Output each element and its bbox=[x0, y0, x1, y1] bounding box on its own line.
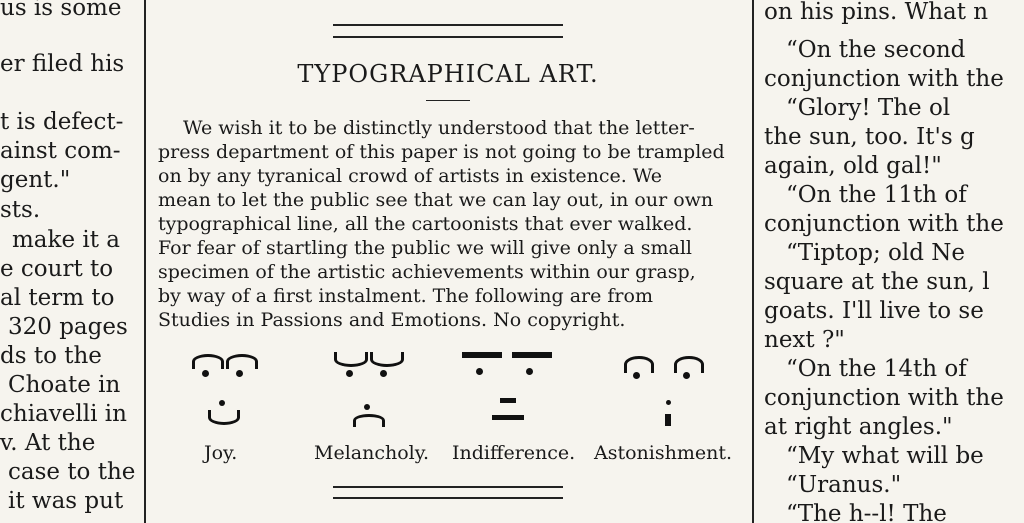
astonishment-mouth bbox=[665, 414, 671, 426]
right-line: goats. I'll live to se bbox=[764, 298, 984, 324]
astonishment-right-brow bbox=[674, 356, 704, 373]
bottom-double-rule bbox=[333, 497, 563, 499]
top-double-rule bbox=[333, 36, 563, 38]
right-line: again, old gal!" bbox=[764, 153, 942, 179]
paragraph-line: typographical line, all the cartoonists that ever walked. bbox=[158, 213, 693, 235]
melancholy-face-icon bbox=[326, 348, 426, 438]
astonishment-face-icon bbox=[622, 348, 722, 438]
joy-left-brow bbox=[192, 354, 224, 369]
left-column bbox=[0, 0, 142, 523]
joy-nose bbox=[219, 400, 225, 406]
left-line: case to the bbox=[8, 459, 136, 485]
melancholy-mouth bbox=[353, 414, 385, 427]
left-line: Choate in bbox=[8, 372, 121, 398]
right-line: square at the sun, l bbox=[764, 269, 990, 295]
astonishment-left-eye bbox=[633, 372, 640, 379]
paragraph-line: press department of this paper is not going to be trampled bbox=[158, 141, 725, 163]
top-double-rule bbox=[333, 24, 563, 26]
right-line: on his pins. What n bbox=[764, 0, 989, 25]
right-line: “The h--l! The bbox=[786, 501, 947, 523]
left-line: us is some bbox=[0, 0, 122, 21]
astonishment-right-eye bbox=[683, 372, 690, 379]
indifference-face-icon bbox=[460, 348, 560, 438]
left-line: sts. bbox=[0, 197, 41, 223]
paragraph-line: specimen of the artistic achievements within our grasp, bbox=[158, 261, 696, 283]
left-line: t is defect- bbox=[0, 109, 124, 135]
right-line: “Tiptop; old Ne bbox=[786, 240, 966, 266]
indifference-left-brow bbox=[462, 352, 502, 358]
left-line: 320 pages bbox=[8, 314, 128, 340]
right-column bbox=[762, 0, 1024, 523]
joy-right-brow bbox=[226, 354, 258, 369]
bottom-double-rule bbox=[333, 486, 563, 488]
right-line: conjunction with the bbox=[764, 66, 1004, 92]
indifference-left-eye bbox=[476, 368, 483, 375]
article-title: TYPOGRAPHICAL ART. bbox=[297, 60, 599, 88]
right-line: “Glory! The ol bbox=[786, 95, 951, 121]
right-line: “Uranus." bbox=[786, 472, 902, 498]
melancholy-left-eye bbox=[346, 370, 353, 377]
paragraph-line: Studies in Passions and Emotions. No copyright. bbox=[158, 309, 626, 331]
joy-left-eye bbox=[202, 370, 209, 377]
left-line: it was put bbox=[8, 488, 124, 514]
article bbox=[148, 0, 748, 523]
right-line: at right angles." bbox=[764, 414, 953, 440]
indifference-nose bbox=[500, 398, 516, 403]
left-line: make it a bbox=[12, 227, 121, 253]
column-rule-right bbox=[752, 0, 754, 523]
indifference-right-brow bbox=[512, 352, 552, 358]
right-line: the sun, too. It's g bbox=[764, 124, 975, 150]
indifference-mouth bbox=[492, 415, 524, 420]
right-line: conjunction with the bbox=[764, 211, 1004, 237]
astonishment-left-brow bbox=[624, 356, 654, 373]
face-label-joy: Joy. bbox=[204, 442, 238, 464]
right-line: “On the second bbox=[786, 37, 966, 63]
paragraph-line: For fear of startling the public we will give only a small bbox=[158, 237, 692, 259]
joy-right-eye bbox=[236, 370, 243, 377]
paragraph-line: mean to let the public see that we can lay out, in our own bbox=[158, 189, 714, 211]
right-line: “On the 11th of bbox=[786, 182, 967, 208]
indifference-right-eye bbox=[526, 368, 533, 375]
left-line: v. At the bbox=[0, 430, 96, 456]
left-line: al term to bbox=[0, 285, 115, 311]
left-line: chiavelli in bbox=[0, 401, 127, 427]
column-rule-left bbox=[144, 0, 146, 523]
paragraph-line: on by any tyranical crowd of artists in existence. We bbox=[158, 165, 663, 187]
joy-face-icon bbox=[182, 348, 282, 438]
paragraph-line: We wish it to be distinctly understood that the letter- bbox=[183, 117, 695, 139]
right-line: “On the 14th of bbox=[786, 356, 967, 382]
melancholy-right-eye bbox=[380, 370, 387, 377]
face-label-indifference: Indifference. bbox=[452, 442, 576, 464]
left-line: e court to bbox=[0, 256, 114, 282]
left-line: er filed his bbox=[0, 51, 125, 77]
paragraph-line: by way of a first instalment. The following are from bbox=[158, 285, 653, 307]
title-underline bbox=[426, 100, 470, 101]
face-label-astonishment: Astonishment. bbox=[594, 442, 733, 464]
right-line: conjunction with the bbox=[764, 385, 1004, 411]
melancholy-right-brow bbox=[370, 352, 404, 367]
face-label-melancholy: Melancholy. bbox=[314, 442, 429, 464]
astonishment-nose bbox=[666, 400, 671, 405]
melancholy-left-brow bbox=[334, 352, 368, 367]
left-line: gent." bbox=[0, 167, 71, 193]
left-line: ds to the bbox=[0, 343, 102, 369]
left-line: ainst com- bbox=[0, 138, 121, 164]
right-line: next ?" bbox=[764, 327, 845, 353]
joy-mouth bbox=[208, 410, 240, 425]
right-line: “My what will be bbox=[786, 443, 984, 469]
melancholy-nose bbox=[364, 404, 370, 410]
